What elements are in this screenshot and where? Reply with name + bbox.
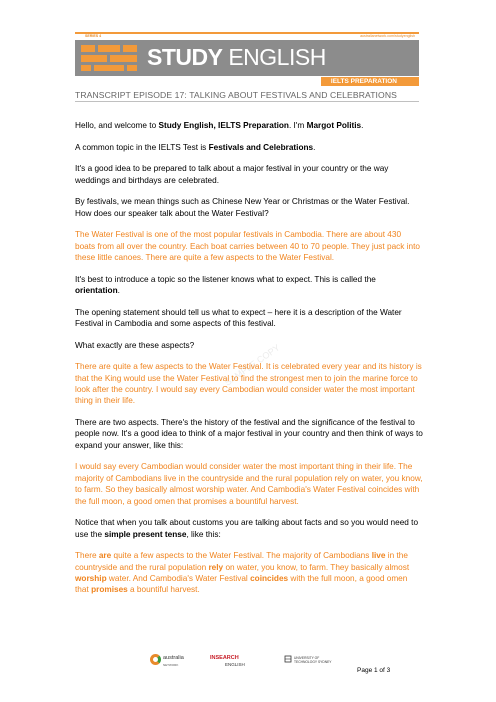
highlighted-verb: coincides: [250, 574, 289, 584]
uts-crest-icon: [284, 655, 292, 663]
page-number: Page 1 of 3: [357, 667, 391, 674]
banner-title: [147, 44, 326, 71]
paragraph-prepare: It's a good idea to be prepared to talk about a major festival in your country or the way weddings and birthdays are celebrated.: [75, 164, 389, 185]
ielts-preparation-tag: IELTS PREPARATION: [321, 77, 419, 86]
speaker-quote-2: There are quite a few aspects to the Water Festival. It is celebrated every year and its history is that the King would use the Water Festival to find the strongest men to join the marine force to look after the country. I would say every Cambodian would consider water the most important thing in their life.: [75, 362, 422, 406]
example-text: with the full moon, a good omen that: [75, 574, 408, 595]
title-divider: [75, 101, 419, 102]
paragraph-topic: A common topic in the IELTS Test is Festivals and Celebrations.: [75, 142, 316, 152]
paragraph-tense: Notice that when you talk about customs you are talking about facts and so you would need to use the simple present tense, like this:: [75, 518, 419, 539]
insearch-logo: INSEARCH: [210, 655, 239, 661]
paragraph-orientation: It's best to introduce a topic so the listener knows what to expect. This is called the orientation.: [75, 274, 376, 295]
footer: australia NETWORK INSEARCH ENGLISH UNIVERSITY OF TECHNOLOGY SYDNEY Page 1 of 3: [0, 650, 496, 690]
paragraph-intro: Hello, and welcome to Study English, IELTS Preparation. I'm Margot Politis.: [75, 121, 364, 130]
header: [75, 30, 419, 83]
logo-blocks-icon: [81, 45, 141, 71]
paragraph-two-aspects: There are two aspects. There's the history of the festival and the significance of the festival to people now. It's a good idea to think of a major festival in your country and then think of ways to expand your answer, like this:: [75, 418, 423, 450]
watermark: SAMPLE COPY: [222, 342, 282, 388]
australia-network-logo: australia NETWORK: [150, 654, 198, 674]
paragraph-question: What exactly are these aspects?: [75, 340, 195, 350]
paragraph-opening: The opening statement should tell us what to expect – here it is a description of the Water Festival in Cambodia and some aspects of this festival.: [75, 307, 402, 328]
speaker-quote-3: I would say every Cambodian would consider water the most important thing in their life. The majority of Cambodians live in the countryside and the rural population rely on water, you know, to farm. So they basically almost worship water. And Cambodia's Water Festival coincides with the full moon, a good omen that promises a bountiful harvest.: [75, 462, 423, 506]
example-simple-present: [75, 550, 423, 596]
highlighted-verb: live: [371, 551, 386, 561]
study-english-banner: [75, 40, 419, 76]
transcript-title: TRANSCRIPT EPISODE 17: TALKING ABOUT FESTIVALS AND CELEBRATIONS: [75, 90, 397, 100]
australia-logo-icon: [150, 654, 161, 665]
title-study: STUDY: [147, 44, 223, 70]
highlighted-verb: rely: [208, 562, 224, 572]
transcript-body: [75, 120, 423, 606]
example-text: a bountiful harvest.: [127, 585, 200, 595]
example-text: on water, you know, to farm. They basically almost: [223, 562, 410, 572]
example-text: quite a few aspects to the Water Festival. The majority of Cambodians: [111, 551, 372, 561]
speaker-quote-1: The Water Festival is one of the most popular festivals in Cambodia. There are about 430 boats from all over the country. Each boat carries between 40 to 70 people. They just pack into these little canoes. There are quite a few aspects to the Water Festival.: [75, 230, 421, 262]
insearch-english-label: ENGLISH: [225, 662, 245, 667]
example-text: in the countryside and the rural population: [75, 551, 408, 572]
example-text: There: [75, 551, 99, 561]
title-english: ENGLISH: [222, 44, 326, 70]
highlighted-verb: are: [98, 551, 112, 561]
paragraph-festivals: By festivals, we mean things such as Chinese New Year or Christmas or the Water Festival. How does our speaker talk about the Water Festival?: [75, 197, 410, 218]
example-text: water. And Cambodia's Water Festival: [106, 574, 251, 584]
highlighted-verb: worship: [75, 574, 107, 584]
series-label: SERIES 4: [85, 34, 102, 38]
header-url: australianetwork.com/studyenglish: [360, 34, 415, 38]
highlighted-verb: promises: [91, 585, 128, 595]
